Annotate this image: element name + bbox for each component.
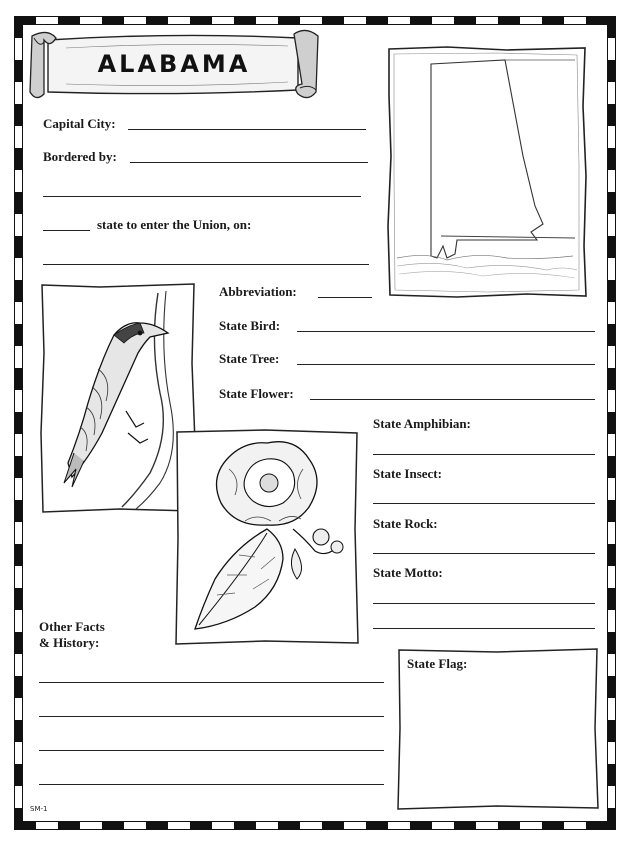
border-bottom: [14, 821, 616, 830]
state-tree-line[interactable]: [297, 364, 595, 365]
state-motto-line-1[interactable]: [373, 603, 595, 604]
bordered-by-label: Bordered by:: [43, 149, 117, 164]
state-rock-line[interactable]: [373, 553, 595, 554]
other-facts-line-2[interactable]: [39, 716, 384, 717]
page-title: ALABAMA: [97, 50, 251, 78]
bordered-by-line-2[interactable]: [43, 196, 361, 197]
state-flag-box[interactable]: [397, 648, 599, 810]
alabama-map-icon: [387, 46, 587, 298]
other-facts-label-line1: Other Facts: [39, 619, 105, 634]
state-flower-image: [175, 429, 359, 645]
border-left: [14, 16, 23, 830]
camellia-flower-icon: [175, 429, 359, 645]
title-banner: [26, 28, 322, 102]
union-order-line[interactable]: [43, 230, 90, 231]
state-bird-line[interactable]: [297, 331, 595, 332]
state-rock-label: State Rock:: [373, 516, 438, 531]
union-entry-label: state to enter the Union, on:: [97, 217, 252, 232]
state-amphibian-line[interactable]: [373, 454, 595, 455]
other-facts-line-4[interactable]: [39, 784, 384, 785]
woodpecker-bird-icon: [40, 283, 196, 513]
state-amphibian-label: State Amphibian:: [373, 416, 471, 431]
state-insect-line[interactable]: [373, 503, 595, 504]
capital-city-label: Capital City:: [43, 116, 116, 131]
state-motto-line-2[interactable]: [373, 628, 595, 629]
state-bird-label: State Bird:: [219, 318, 281, 333]
state-flower-line[interactable]: [310, 399, 595, 400]
state-flower-label: State Flower:: [219, 386, 294, 401]
state-map-frame: [387, 46, 587, 298]
state-tree-label: State Tree:: [219, 351, 280, 366]
union-date-line[interactable]: [43, 264, 369, 265]
other-facts-label-line2: & History:: [39, 635, 100, 650]
flag-frame-outline: [397, 648, 599, 810]
state-flag-label: State Flag:: [407, 656, 468, 671]
abbreviation-label: Abbreviation:: [219, 284, 297, 299]
page-code: SM-1: [30, 805, 48, 813]
state-motto-label: State Motto:: [373, 565, 443, 580]
state-insect-label: State Insect:: [373, 466, 442, 481]
state-bird-image: [40, 283, 196, 513]
other-facts-line-1[interactable]: [39, 682, 384, 683]
other-facts-line-3[interactable]: [39, 750, 384, 751]
bordered-by-line-1[interactable]: [130, 162, 368, 163]
border-right: [607, 16, 616, 830]
capital-city-line[interactable]: [128, 129, 366, 130]
border-top: [14, 16, 616, 25]
abbreviation-line[interactable]: [318, 297, 372, 298]
